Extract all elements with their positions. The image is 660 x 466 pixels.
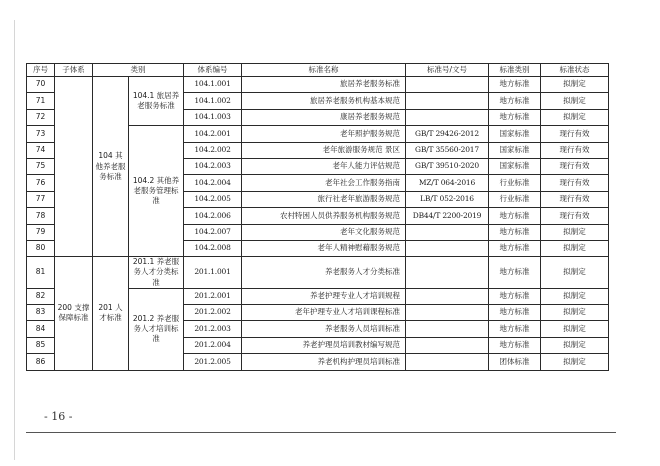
- row-std-no: [406, 109, 489, 125]
- row-status: 现行有效: [541, 175, 609, 191]
- header-type: 标准类别: [489, 64, 541, 77]
- page-number: - 16 -: [44, 410, 73, 423]
- row-no: 71: [27, 93, 55, 109]
- row-std-no: [406, 257, 489, 288]
- header-status: 标准状态: [541, 64, 609, 77]
- row-code: 201.2.005: [184, 354, 242, 370]
- row-std-no: [406, 354, 489, 370]
- row-code: 104.2.008: [184, 240, 242, 256]
- category-104-1-cell: 104.1 旅居养老服务标准: [129, 77, 184, 126]
- row-std-no: GB/T 29426-2012: [406, 126, 489, 142]
- header-category: 类别: [93, 64, 184, 77]
- row-status: 现行有效: [541, 158, 609, 174]
- row-status: 拟制定: [541, 288, 609, 304]
- row-no: 85: [27, 337, 55, 353]
- row-name: 老年照护服务规范: [242, 126, 406, 142]
- row-std-no: [406, 288, 489, 304]
- row-no: 75: [27, 158, 55, 174]
- row-std-no: DB44/T 2200-2019: [406, 208, 489, 224]
- row-no: 80: [27, 240, 55, 256]
- row-code: 104.2.007: [184, 224, 242, 240]
- header-name: 标准名称: [242, 64, 406, 77]
- row-type: 国家标准: [489, 142, 541, 158]
- row-code: 104.2.001: [184, 126, 242, 142]
- row-no: 77: [27, 191, 55, 207]
- row-name: 康居养老服务规范: [242, 109, 406, 125]
- row-type: 地方标准: [489, 77, 541, 93]
- row-code: 104.2.004: [184, 175, 242, 191]
- standards-table: [26, 63, 609, 371]
- row-type: 地方标准: [489, 224, 541, 240]
- category-104-2-cell: 104.2 其他养老服务管理标准: [129, 126, 184, 257]
- scan-edge-line: [14, 20, 15, 460]
- row-name: 养老机构护理员培训标准: [242, 354, 406, 370]
- row-name: 养老护理专业人才培训规程: [242, 288, 406, 304]
- table-header-row: [27, 64, 609, 77]
- table-row: [27, 257, 609, 288]
- row-status: 拟制定: [541, 305, 609, 321]
- row-type: 国家标准: [489, 126, 541, 142]
- row-std-no: GB/T 35560-2017: [406, 142, 489, 158]
- row-type: 地方标准: [489, 109, 541, 125]
- row-type: 地方标准: [489, 305, 541, 321]
- row-code: 104.2.005: [184, 191, 242, 207]
- row-code: 201.2.002: [184, 305, 242, 321]
- header-code: 体系编号: [184, 64, 242, 77]
- row-status: 现行有效: [541, 208, 609, 224]
- row-name: 旅居养老服务标准: [242, 77, 406, 93]
- row-name: 养老护理员培训教材编写规范: [242, 337, 406, 353]
- row-code: 201.2.003: [184, 321, 242, 337]
- header-no: 序号: [27, 64, 55, 77]
- row-type: 行业标准: [489, 175, 541, 191]
- row-code: 201.1.001: [184, 257, 242, 288]
- row-std-no: [406, 240, 489, 256]
- system-104-cell: 104 其他养老服务标准: [93, 77, 129, 257]
- row-type: 地方标准: [489, 288, 541, 304]
- row-code: 104.1.001: [184, 77, 242, 93]
- row-no: 74: [27, 142, 55, 158]
- category-201-2-cell: 201.2 养老服务人才培训标准: [129, 288, 184, 370]
- row-code: 104.2.002: [184, 142, 242, 158]
- row-code: 104.1.002: [184, 93, 242, 109]
- row-no: 70: [27, 77, 55, 93]
- row-name: 老年旅游服务规范 景区: [242, 142, 406, 158]
- row-no: 78: [27, 208, 55, 224]
- row-name: 养老服务人才分类标准: [242, 257, 406, 288]
- row-no: 76: [27, 175, 55, 191]
- row-name: 农村特困人员供养服务机构服务规范: [242, 208, 406, 224]
- row-name: 旅行社老年旅游服务规范: [242, 191, 406, 207]
- table-row: [27, 77, 609, 93]
- row-status: 拟制定: [541, 354, 609, 370]
- row-no: 81: [27, 257, 55, 288]
- row-code: 201.2.004: [184, 337, 242, 353]
- row-no: 86: [27, 354, 55, 370]
- row-name: 养老服务人员培训标准: [242, 321, 406, 337]
- row-std-no: GB/T 39510-2020: [406, 158, 489, 174]
- header-std-no: 标准号/文号: [406, 64, 489, 77]
- row-status: 现行有效: [541, 142, 609, 158]
- row-status: 拟制定: [541, 321, 609, 337]
- row-type: 团体标准: [489, 354, 541, 370]
- subsystem-cell: [55, 77, 93, 257]
- row-std-no: [406, 321, 489, 337]
- row-type: 行业标准: [489, 191, 541, 207]
- row-name: 老年人能力评估规范: [242, 158, 406, 174]
- row-type: 地方标准: [489, 240, 541, 256]
- row-type: 地方标准: [489, 257, 541, 288]
- row-no: 72: [27, 109, 55, 125]
- category-201-1-cell: 201.1 养老服务人才分类标准: [129, 257, 184, 288]
- row-std-no: LB/T 052-2016: [406, 191, 489, 207]
- row-no: 73: [27, 126, 55, 142]
- row-status: 拟制定: [541, 240, 609, 256]
- row-status: 拟制定: [541, 224, 609, 240]
- row-no: 79: [27, 224, 55, 240]
- row-type: 地方标准: [489, 337, 541, 353]
- row-std-no: [406, 224, 489, 240]
- row-type: 地方标准: [489, 93, 541, 109]
- row-code: 104.2.003: [184, 158, 242, 174]
- row-status: 拟制定: [541, 337, 609, 353]
- row-no: 83: [27, 305, 55, 321]
- row-type: 地方标准: [489, 321, 541, 337]
- row-no: 82: [27, 288, 55, 304]
- system-201-cell: 201 人才标准: [93, 257, 129, 370]
- row-std-no: [406, 77, 489, 93]
- row-name: 老年文化服务规范: [242, 224, 406, 240]
- header-subsystem: 子体系: [55, 64, 93, 77]
- row-status: 拟制定: [541, 77, 609, 93]
- row-status: 拟制定: [541, 109, 609, 125]
- row-std-no: MZ/T 064-2016: [406, 175, 489, 191]
- row-std-no: [406, 337, 489, 353]
- row-status: 拟制定: [541, 257, 609, 288]
- row-name: 老年人精神慰藉服务规范: [242, 240, 406, 256]
- row-name: 老年社会工作服务指南: [242, 175, 406, 191]
- row-code: 104.1.003: [184, 109, 242, 125]
- row-no: 84: [27, 321, 55, 337]
- row-std-no: [406, 305, 489, 321]
- row-name: 旅居养老服务机构基本规范: [242, 93, 406, 109]
- system-200-cell: 200 支撑保障标准: [55, 257, 93, 370]
- row-code: 104.2.006: [184, 208, 242, 224]
- row-status: 拟制定: [541, 93, 609, 109]
- page-bottom-rule: [26, 432, 616, 433]
- row-status: 现行有效: [541, 126, 609, 142]
- row-code: 201.2.001: [184, 288, 242, 304]
- row-type: 地方标准: [489, 208, 541, 224]
- row-name: 老年护理专业人才培训课程标准: [242, 305, 406, 321]
- row-std-no: [406, 93, 489, 109]
- row-type: 国家标准: [489, 158, 541, 174]
- row-status: 现行有效: [541, 191, 609, 207]
